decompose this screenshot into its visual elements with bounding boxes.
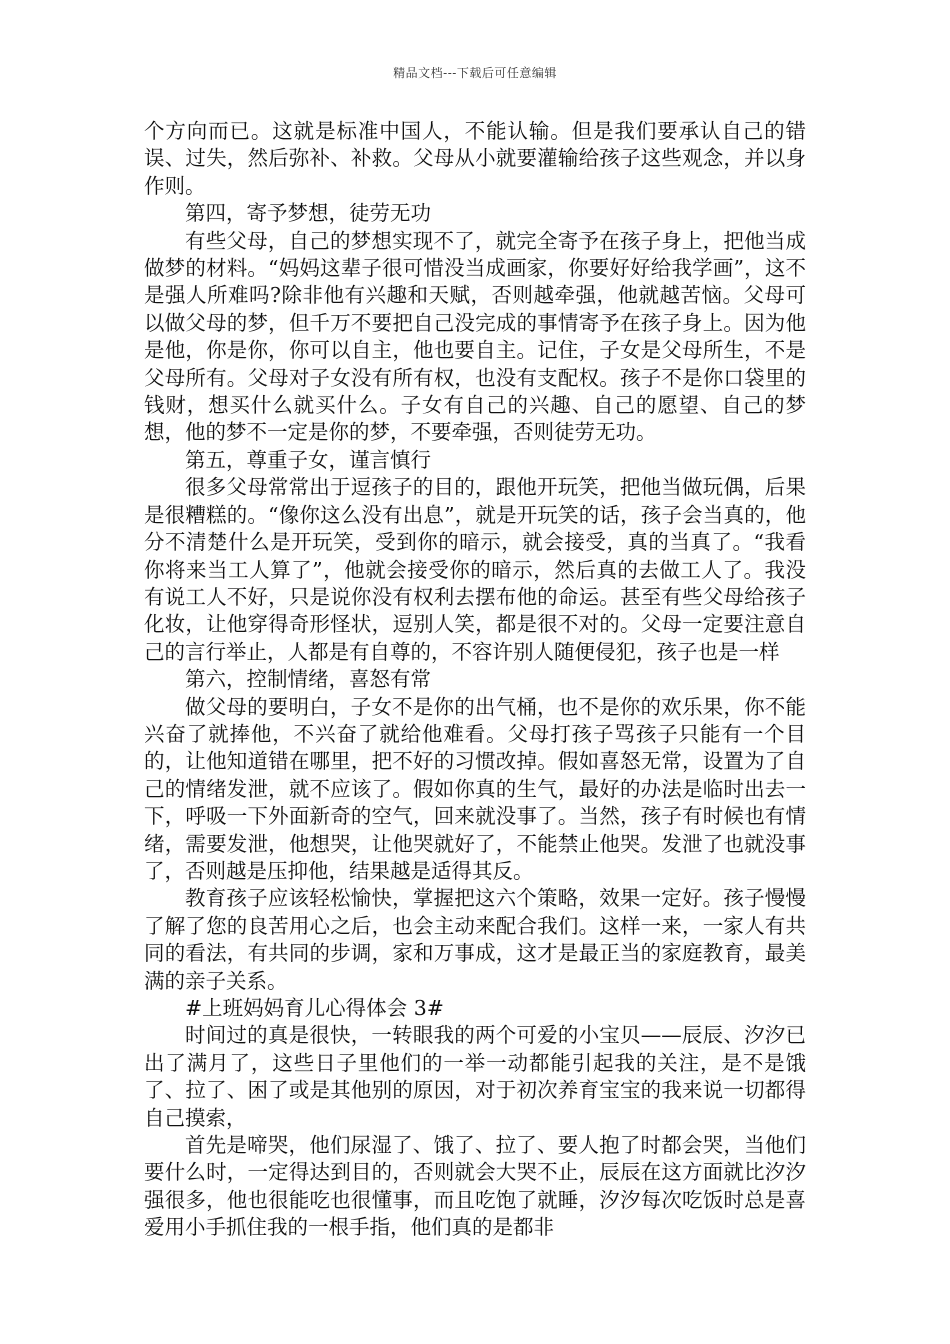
paragraph: 首先是啼哭，他们尿湿了、饿了、拉了、要人抱了时都会哭，当他们要什么时，一定得达到目的，否则就会大哭不止，辰辰在这方面就比汐汐强很多，他也很能吃也很懂事，而且吃饱了就睡，汐汐每次吃饭时总是喜爱用小手抓住我的一根手指，他们真的是都非: [144, 1133, 806, 1240]
document-body: [144, 118, 806, 1242]
paragraph: 很多父母常常出于逗孩子的目的，跟他开玩笑，把他当做玩偶，后果是很糟糕的。“像你这么没有出息”，就是开玩笑的话，孩子会当真的，他分不清楚什么是开玩笑，受到你的暗示，就会接受，真的当真了。“我看你将来当工人算了”，他就会接受你的暗示，然后真的去做工人了。我没有说工人不好，只是说你没有权利去摆布他的命运。甚至有些父母给孩子化妆，让他穿得奇形怪状，逗别人笑，都是很不对的。父母一定要注意自己的言行举止，人都是有自尊的，不容许别人随便侵犯，孩子也是一样: [144, 475, 806, 664]
section-heading: 第五，尊重子女，谨言慎行: [185, 447, 431, 472]
paragraph: 教育孩子应该轻松愉快，掌握把这六个策略，效果一定好。孩子慢慢了解了您的良苦用心之后，也会主动来配合我们。这样一来，一家人有共同的看法，有共同的步调，家和万事成，这才是最正当的家庭教育，最美满的亲子关系。: [144, 886, 806, 993]
section-heading: 第六，控制情绪，喜怒有常: [185, 667, 431, 692]
paragraph-continuation: 个方向而已。这就是标准中国人，不能认输。但是我们要承认自己的错误、过失，然后弥补、补救。父母从小就要灌输给孩子这些观念，并以身作则。: [144, 119, 806, 198]
paragraph: 有些父母，自己的梦想实现不了，就完全寄予在孩子身上，把他当成做梦的材料。“妈妈这辈子很可惜没当成画家，你要好好给我学画”，这不是强人所难吗?除非他有兴趣和天赋，否则越牵强，他就越苦恼。父母可以做父母的梦，但千万不要把自己没完成的事情寄予在孩子身上。因为他是他，你是你，你可以自主，他也要自主。记住，子女是父母所生，不是父母所有。父母对子女没有所有权，也没有支配权。孩子不是你口袋里的钱财，想买什么就买什么。子女有自己的兴趣、自己的愿望、自己的梦想，他的梦不一定是你的梦，不要牵强，否则徒劳无功。: [144, 228, 806, 445]
section-heading: #上班妈妈育儿心得体会 3#: [185, 996, 444, 1020]
paragraph: 时间过的真是很快，一转眼我的两个可爱的小宝贝——辰辰、汐汐已出了满月了，这些日子里他们的一举一动都能引起我的关注，是不是饿了、拉了、困了或是其他别的原因，对于初次养育宝宝的我来说一切都得自己摸索，: [144, 1023, 806, 1130]
paragraph: 做父母的要明白，子女不是你的出气桶，也不是你的欢乐果，你不能兴奋了就捧他，不兴奋了就给他难看。父母打孩子骂孩子只能有一个目的，让他知道错在哪里，把不好的习惯改掉。假如喜怒无常，设置为了自己的情绪发泄，就不应该了。假如你真的生气，最好的办法是临时出去一下，呼吸一下外面新奇的空气，回来就没事了。当然，孩子有时候也有情绪，需要发泄，他想哭，让他哭就好了，不能禁止他哭。发泄了也就没事了，否则越是压抑他，结果越是适得其反。: [144, 694, 806, 883]
page-header: 精品文档---下载后可任意编辑: [393, 66, 557, 80]
section-heading: 第四，寄予梦想，徒劳无功: [185, 201, 431, 226]
